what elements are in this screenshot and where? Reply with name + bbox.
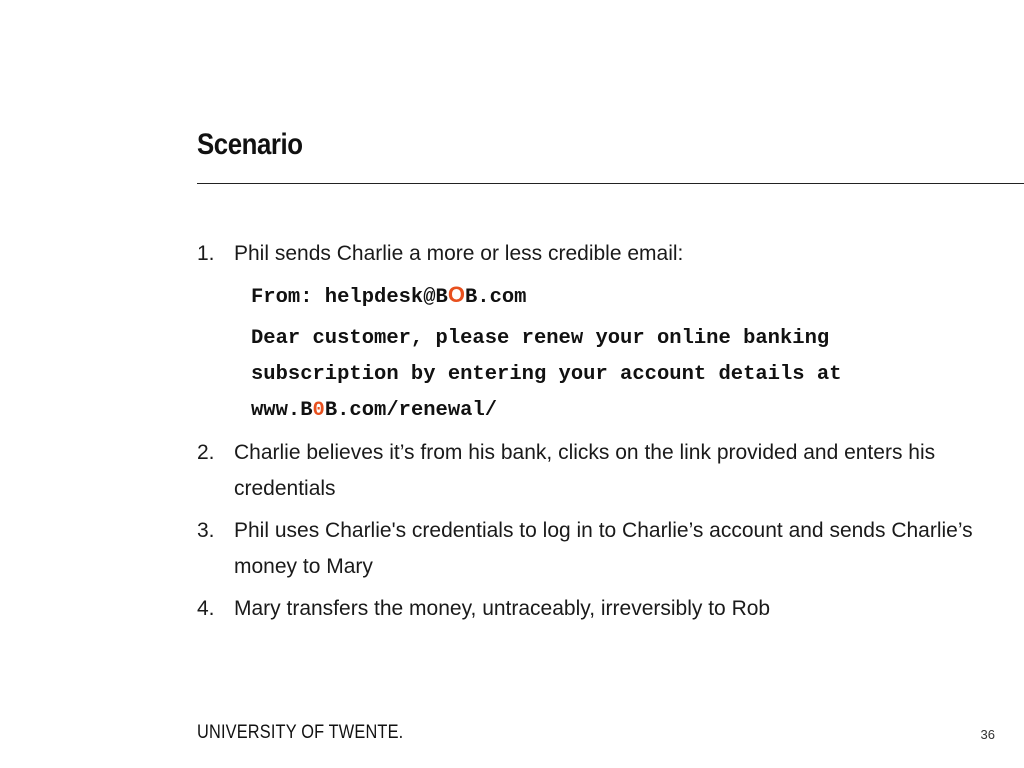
list-item-text: Phil uses Charlie's credentials to log in to Charlie’s account and sends Charlie’s money to Mary [234,519,973,578]
scenario-list [197,236,977,627]
email-example [251,277,977,429]
list-item [197,513,977,585]
list-item-text: Mary transfers the money, untraceably, irreversibly to Rob [234,597,771,620]
email-body-line: Dear customer, please renew your online banking [251,327,830,350]
slide-content [197,236,977,627]
list-item-text: Charlie believes it’s from his bank, clicks on the link provided and enters his credentials [234,441,936,500]
email-from-suffix: B.com [464,286,527,309]
list-item [197,591,977,627]
email-from-prefix: From: helpdesk@B [251,286,448,309]
email-from-spoofed-letter: O [447,282,465,307]
email-link-suffix: B.com/renewal/ [324,399,498,422]
email-body-line: subscription by entering your account details at [251,363,842,386]
list-item-number: 3. [197,519,215,542]
list-item-number: 1. [197,242,215,265]
list-item-number: 2. [197,441,215,464]
list-item-text: Phil sends Charlie a more or less credible email: [234,242,684,265]
email-link-prefix: www.B [251,399,313,422]
email-link-line [251,393,977,429]
email-from-line [251,277,977,316]
page-number: 36 [980,727,995,742]
slide-title: Scenario [197,128,303,161]
list-item-number: 4. [197,597,215,620]
email-link-spoofed-character: 0 [312,399,325,422]
list-item [197,236,977,429]
title-divider [197,183,1024,184]
university-logo: UNIVERSITY OF TWENTE. [197,722,404,743]
list-item [197,435,977,507]
